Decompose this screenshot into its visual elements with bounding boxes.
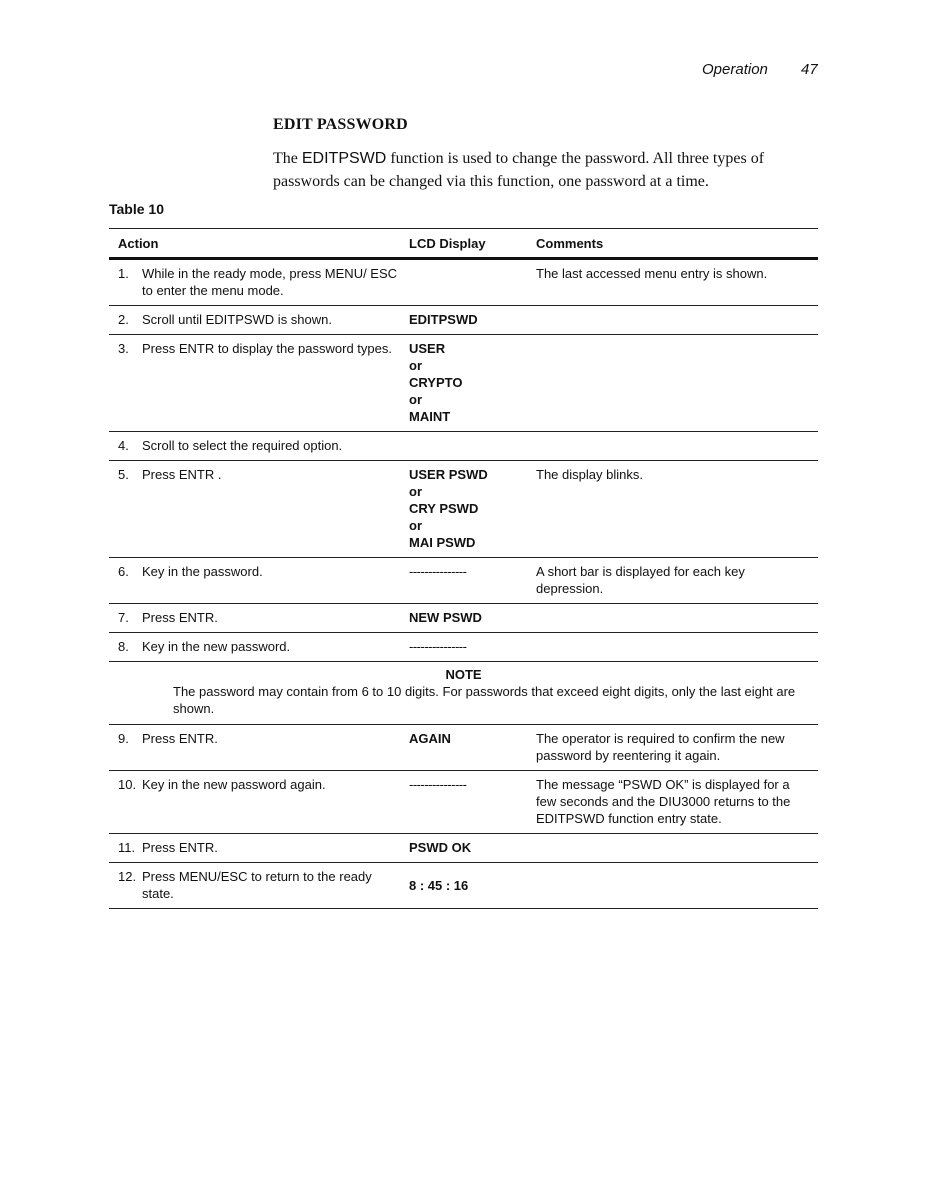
column-header-lcd: LCD Display [409,236,486,251]
comment-cell: A short bar is displayed for each key depression. [536,564,745,596]
lcd-line: or [409,392,422,407]
table-label: Table 10 [109,201,164,217]
action-cell [109,609,409,626]
lcd-line: --------------- [409,639,467,654]
step-number: 2. [118,312,129,327]
table-row [109,604,818,633]
step-number: 4. [118,438,129,453]
lcd-display-cell [409,466,536,551]
action-text: Press ENTR to display the password types. [142,341,392,356]
lcd-display-cell [409,609,536,626]
table-row [109,260,818,306]
action-text: Press ENTR. [142,840,218,855]
note-text: The password may contain from 6 to 10 digits. For passwords that exceed eight digits, only the last eight are shown. [173,684,796,716]
action-cell [109,265,409,299]
lcd-line: --------------- [409,564,467,579]
step-number: 6. [118,564,129,579]
action-cell [109,340,409,425]
action-text: Key in the new password again. [142,777,326,792]
action-cell [109,730,409,764]
lcd-line: EDITPSWD [409,312,478,327]
action-cell [109,638,409,655]
comment-cell [536,311,818,328]
table-row [109,725,818,771]
comment-cell [536,638,818,655]
lcd-display-cell [409,563,536,597]
lcd-line: AGAIN [409,731,451,746]
lcd-line: or [409,518,422,533]
step-number: 11. [118,840,136,855]
lcd-line: NEW PSWD [409,610,482,625]
lcd-display-cell [409,340,536,425]
lcd-line: CRYPTO [409,375,463,390]
intro-code: EDITPSWD [301,150,387,167]
lcd-line: USER PSWD [409,467,488,482]
table-row [109,633,818,662]
column-header-comments: Comments [536,236,604,251]
section-name: Operation [702,61,768,78]
table-row [109,461,818,558]
action-cell [109,563,409,597]
lcd-line: 8 : 45 : 16 [409,877,469,893]
table-row [109,834,818,863]
lcd-display-cell [409,868,536,902]
lcd-display-cell [409,437,536,454]
comment-cell [536,340,818,425]
table-body-lower [109,725,818,909]
lcd-line: CRY PSWD [409,501,479,516]
lcd-line: MAI PSWD [409,535,476,550]
action-text: Key in the new password. [142,639,291,654]
intro-paragraph [273,147,818,193]
step-number: 9. [118,731,129,746]
step-number: 10. [118,777,137,792]
table-row [109,432,818,461]
action-text: Press MENU/ESC to return to the ready state. [142,869,372,901]
action-text: Scroll until EDITPSWD is shown. [142,312,332,327]
lcd-display-cell [409,311,536,328]
comment-cell: The operator is required to confirm the new password by reentering it again. [536,731,785,763]
comment-cell: The display blinks. [536,467,643,482]
step-number: 3. [118,341,129,356]
lcd-display-cell [409,265,536,299]
action-cell [109,311,409,328]
procedure-table [109,228,818,909]
note-row [109,662,818,725]
comment-cell [536,839,818,856]
comment-cell: The message “PSWD OK” is displayed for a few seconds and the DIU3000 returns to the EDITPSWD function entry state. [536,777,791,826]
action-text: Press ENTR. [142,610,218,625]
action-cell [109,868,409,902]
table-row [109,558,818,604]
intro-pre: The [273,150,302,167]
lcd-line: or [409,484,422,499]
action-cell [109,437,409,454]
action-cell [109,839,409,856]
page-number: 47 [801,61,818,78]
comment-cell [536,437,818,454]
lcd-line: USER [409,341,446,356]
lcd-line: MAINT [409,409,451,424]
step-number: 7. [118,610,129,625]
table-row [109,335,818,432]
comment-cell [536,609,818,626]
column-header-action: Action [118,236,159,251]
lcd-line: PSWD OK [409,840,472,855]
comment-cell [536,868,818,902]
lcd-line: --------------- [409,777,467,792]
section-heading: EDIT PASSWORD [273,116,408,133]
note-title: NOTE [445,667,482,682]
step-number: 8. [118,639,129,654]
action-text: While in the ready mode, press MENU/ ESC to enter the menu mode. [142,266,398,298]
intro-post: function is used to change the password. All three types of passwords can be changed via this function, one password at a time. [273,150,765,190]
action-text: Key in the password. [142,564,263,579]
page-header [0,61,926,83]
comment-cell: The last accessed menu entry is shown. [536,266,768,281]
lcd-line: or [409,358,422,373]
lcd-display-cell [409,638,536,655]
table-row [109,863,818,909]
action-text: Press ENTR . [142,467,222,482]
action-text: Scroll to select the required option. [142,438,343,453]
table-row [109,306,818,335]
step-number: 1. [118,266,129,281]
table-row [109,771,818,834]
lcd-display-cell [409,839,536,856]
action-text: Press ENTR. [142,731,218,746]
step-number: 12. [118,869,137,884]
lcd-display-cell [409,776,536,827]
table-body-upper [109,260,818,662]
table-header-row [109,228,818,260]
lcd-display-cell [409,730,536,764]
action-cell [109,466,409,551]
step-number: 5. [118,467,129,482]
action-cell [109,776,409,827]
